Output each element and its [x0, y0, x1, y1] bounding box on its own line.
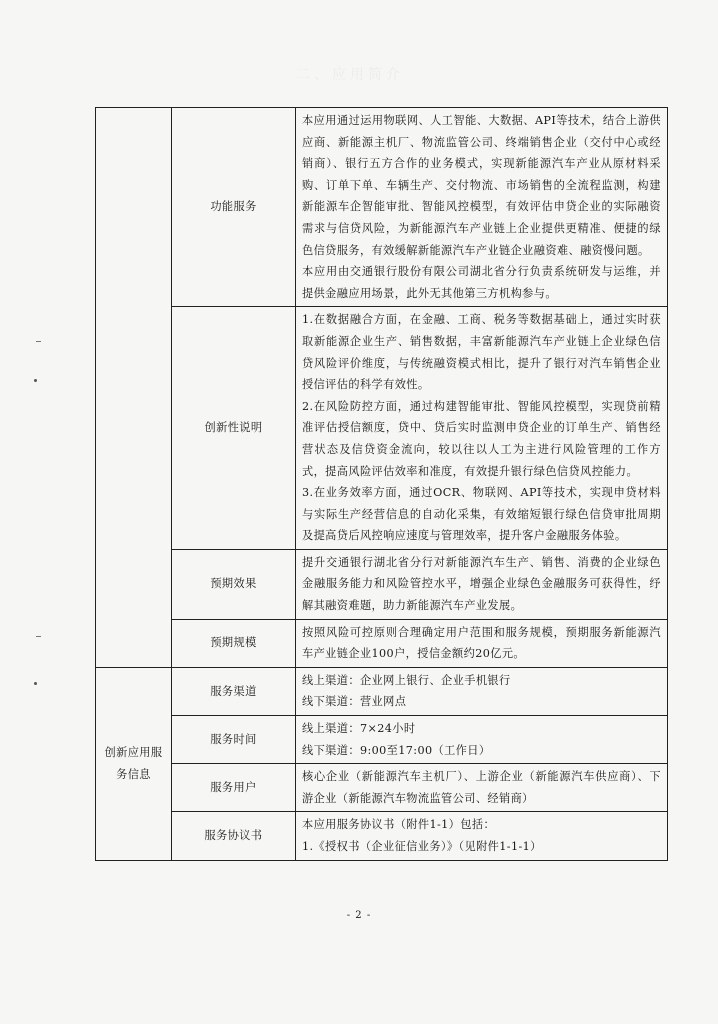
row-content-innovation	[296, 307, 668, 550]
paragraph: 提升交通银行湖北省分行对新能源汽车生产、销售、消费的企业绿色金融服务能力和风险管控水平，增强企业绿色金融服务可获得性，纾解其融资难题，助力新能源汽车产业发展。	[302, 555, 661, 613]
table-row-service-hours	[96, 716, 668, 764]
table-row-service-agreement	[96, 812, 668, 860]
line: 1.《授权书（企业征信业务）》（见附件1-1-1）	[302, 840, 542, 853]
table-row-innovation	[96, 307, 668, 550]
page-number: - 2 -	[346, 910, 372, 921]
paragraph: 3.在业务效率方面，通过OCR、物联网、API等技术，实现申贷材料与实际生产经营信息的自动化采集，有效缩短银行绿色信贷审批周期及提高贷后风控响应速度与管理效率，提升客户金融服务体验。	[302, 486, 661, 543]
paragraph: 本应用通过运用物联网、人工智能、大数据、API等技术，结合上游供应商、新能源主机厂、物流监管公司、终端销售企业（交付中心或经销商）、银行五方合作的业务模式，实现新能源汽车产业从原材料采购、订单下单、车辆生产、交付物流、市场销售的全流程监测，构建新能源车企智能审批、智能风控模型，有效评估申贷企业的实际融资需求与信贷风险，为新能源汽车产业链上企业提供更精准、便捷的绿色信贷服务，有效缓解新能源汽车产业链企业融资难、融资慢问题。	[302, 114, 661, 257]
line: 线下渠道：营业网点	[302, 695, 407, 709]
group-label-cell-empty	[96, 108, 172, 668]
row-label-service-users: 服务用户	[172, 764, 296, 812]
row-content-service-agreement	[296, 812, 668, 860]
row-content-service-channels	[296, 667, 668, 715]
scan-mark	[34, 379, 37, 382]
paragraph: 核心企业（新能源汽车主机厂）、上游企业（新能源汽车供应商）、下游企业（新能源汽车物流监管公司、经销商）	[302, 770, 661, 805]
table-row-expected-effect	[96, 549, 668, 619]
application-info-table	[95, 107, 668, 861]
paragraph: 按照风险可控原则合理确定用户范围和服务规模，预期服务新能源汽车产业链企业100户，授信金额约20亿元。	[302, 625, 661, 661]
faded-section-heading: 二、应用简介	[296, 67, 404, 83]
table-row-function-service	[96, 108, 668, 307]
row-content-function-service	[296, 108, 668, 307]
line: 本应用服务协议书（附件1-1）包括：	[302, 818, 496, 832]
paragraph: 1.在数据融合方面，在金融、工商、税务等数据基础上，通过实时获取新能源企业生产、销售数据，丰富新能源汽车产业链上企业绿色信贷风险评价维度，与传统融资模式相比，提升了银行对汽车销售企业授信评估的科学有效性。	[302, 313, 661, 392]
paragraph: 2.在风险防控方面，通过构建智能审批、智能风控模型，实现贷前精准评估授信额度，贷中、贷后实时监测申贷企业的订单生产、销售经营状态及信贷资金流向，较以往以人工为主进行风险管理的工作方式，提高风险评估效率和准度，有效提升银行绿色信贷风控能力。	[302, 399, 661, 478]
row-content-service-hours	[296, 716, 668, 764]
line: 线上渠道：企业网上银行、企业手机银行	[302, 673, 511, 687]
line: 线下渠道：9:00至17:00（工作日）	[302, 743, 491, 757]
group-label-service-info: 创新应用服务信息	[96, 667, 172, 860]
row-content-service-users	[296, 764, 668, 812]
table-row-expected-scale	[96, 619, 668, 667]
paragraph: 本应用由交通银行股份有限公司湖北省分行负责系统研发与运维，并提供金融应用场景，此外无其他第三方机构参与。	[302, 265, 661, 300]
row-label-function-service: 功能服务	[172, 108, 296, 307]
scan-mark	[34, 682, 37, 685]
scan-mark	[36, 636, 41, 637]
table-row-service-channels	[96, 667, 668, 715]
scan-mark	[36, 341, 41, 342]
row-label-expected-effect: 预期效果	[172, 549, 296, 619]
row-label-service-channels: 服务渠道	[172, 667, 296, 715]
row-content-expected-effect	[296, 549, 668, 619]
row-label-expected-scale: 预期规模	[172, 619, 296, 667]
table-row-service-users	[96, 764, 668, 812]
row-content-expected-scale	[296, 619, 668, 667]
row-label-innovation: 创新性说明	[172, 307, 296, 550]
line: 线上渠道：7×24小时	[302, 722, 416, 736]
row-label-service-agreement: 服务协议书	[172, 812, 296, 860]
row-label-service-hours: 服务时间	[172, 716, 296, 764]
